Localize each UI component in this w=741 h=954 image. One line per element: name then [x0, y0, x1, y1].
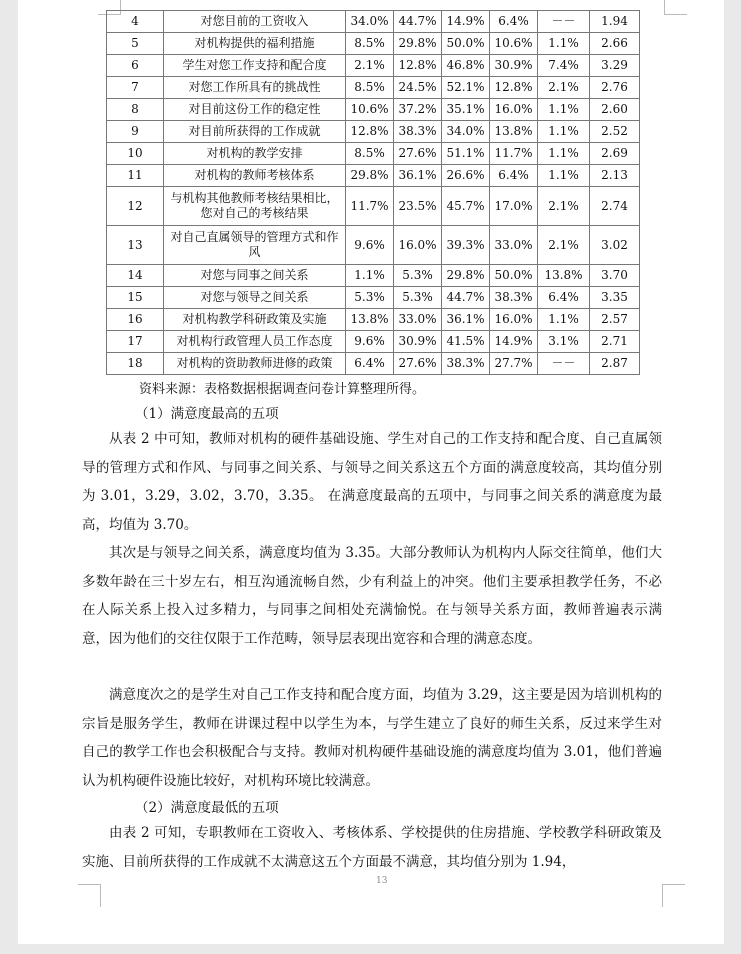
value-cell: 11.7% [490, 143, 538, 165]
value-cell: 6.4% [346, 353, 394, 375]
value-cell: 2.60 [590, 99, 640, 121]
value-cell: 50.0% [442, 33, 490, 55]
value-cell: 52.1% [442, 77, 490, 99]
item-cell: 对目前这份工作的稳定性 [164, 99, 346, 121]
row-index-cell: 16 [107, 309, 164, 331]
table-row [107, 331, 640, 353]
table-row [107, 33, 640, 55]
paragraph: 其次是与领导之间关系，满意度均值为 3.35。大部分教师认为机构内人际交往简单，他们大多数年龄在三十岁左右，相互沟通流畅自然，少有利益上的冲突。他们主要承担教学任务，不必在人际关系上投入过多精力，与同事之间相处充满愉悦。在与领导关系方面，教师普遍表示满意，因为他们的交往仅限于工作范畴，领导层表现出宽容和合理的满意态度。 [82, 545, 662, 647]
value-cell: 8.5% [346, 143, 394, 165]
value-cell: －－ [538, 353, 590, 375]
section-heading-lowest: （2）满意度最低的五项 [135, 800, 279, 816]
item-cell: 对您目前的工资收入 [164, 11, 346, 33]
page-number: 13 [376, 876, 388, 886]
row-index-cell: 4 [107, 11, 164, 33]
row-index-cell: 8 [107, 99, 164, 121]
row-index-cell: 13 [107, 226, 164, 265]
value-cell: 2.1% [538, 77, 590, 99]
value-cell: 33.0% [394, 309, 442, 331]
item-cell: 对机构的教学安排 [164, 143, 346, 165]
value-cell: 6.4% [490, 11, 538, 33]
value-cell: 5.3% [394, 265, 442, 287]
item-cell: 对自己直属领导的管理方式和作风 [164, 226, 346, 265]
value-cell: 3.70 [590, 265, 640, 287]
value-cell: 3.1% [538, 331, 590, 353]
value-cell: 23.5% [394, 187, 442, 226]
item-cell: 与机构其他教师考核结果相比，您对自己的考核结果 [164, 187, 346, 226]
value-cell: 2.71 [590, 331, 640, 353]
value-cell: 2.57 [590, 309, 640, 331]
value-cell: 3.02 [590, 226, 640, 265]
paragraph: 从表 2 中可知，教师对机构的硬件基础设施、学生对自己的工作支持和配合度、自己直属领导的管理方式和作风、与同事之间关系、与领导之间关系这五个方面的满意度较高，其均值分别为 3.01，3.29，3.02，3.70，3.35。 在满意度最高的五项中，与同事之间关系的满意度为最高，均值为 3.70。 [82, 431, 662, 533]
value-cell: 41.5% [442, 331, 490, 353]
table-row [107, 99, 640, 121]
value-cell: 5.3% [394, 287, 442, 309]
value-cell: 2.74 [590, 187, 640, 226]
value-cell: 2.87 [590, 353, 640, 375]
value-cell: 9.6% [346, 226, 394, 265]
item-cell: 对您与领导之间关系 [164, 287, 346, 309]
page-corner-mark [664, 0, 687, 15]
item-cell: 对机构的资助教师进修的政策 [164, 353, 346, 375]
table-row [107, 309, 640, 331]
value-cell: 6.4% [490, 165, 538, 187]
value-cell: 29.8% [394, 33, 442, 55]
value-cell: 1.94 [590, 11, 640, 33]
table-row [107, 165, 640, 187]
value-cell: 9.6% [346, 331, 394, 353]
value-cell: 30.9% [394, 331, 442, 353]
row-index-cell: 11 [107, 165, 164, 187]
value-cell: 12.8% [346, 121, 394, 143]
value-cell: 8.5% [346, 77, 394, 99]
value-cell: 16.0% [394, 226, 442, 265]
satisfaction-table [106, 10, 640, 375]
value-cell: 51.1% [442, 143, 490, 165]
value-cell: 39.3% [442, 226, 490, 265]
value-cell: 13.8% [490, 121, 538, 143]
value-cell: 7.4% [538, 55, 590, 77]
value-cell: 2.76 [590, 77, 640, 99]
value-cell: 30.9% [490, 55, 538, 77]
value-cell: 1.1% [538, 121, 590, 143]
row-index-cell: 5 [107, 33, 164, 55]
row-index-cell: 18 [107, 353, 164, 375]
value-cell: 35.1% [442, 99, 490, 121]
row-index-cell: 12 [107, 187, 164, 226]
page-corner-mark [662, 884, 685, 907]
table-row [107, 11, 640, 33]
value-cell: 1.1% [346, 265, 394, 287]
row-index-cell: 15 [107, 287, 164, 309]
table-row [107, 187, 640, 226]
value-cell: 27.6% [394, 353, 442, 375]
status-bar [0, 944, 741, 954]
value-cell: 14.9% [442, 11, 490, 33]
value-cell: 16.0% [490, 99, 538, 121]
table-row [107, 353, 640, 375]
page-corner-mark [78, 884, 101, 907]
value-cell: 33.0% [490, 226, 538, 265]
value-cell: 34.0% [346, 11, 394, 33]
row-index-cell: 9 [107, 121, 164, 143]
row-index-cell: 14 [107, 265, 164, 287]
value-cell: 34.0% [442, 121, 490, 143]
value-cell: 27.6% [394, 143, 442, 165]
value-cell: 26.6% [442, 165, 490, 187]
table-row [107, 265, 640, 287]
item-cell: 对机构教学科研政策及实施 [164, 309, 346, 331]
table-row [107, 287, 640, 309]
item-cell: 对您工作所具有的挑战性 [164, 77, 346, 99]
value-cell: 13.8% [538, 265, 590, 287]
paragraph: 由表 2 可知，专职教师在工资收入、考核体系、学校提供的住房措施、学校教学科研政策及实施、目前所获得的工作成就不太满意这五个方面最不满意，其均值分别为 1.94， [82, 825, 662, 870]
paragraph: 满意度次之的是学生对自己工作支持和配合度方面，均值为 3.29，这主要是因为培训机构的宗旨是服务学生，教师在讲课过程中以学生为本，与学生建立了良好的师生关系，反过来学生对自己的教学工作也会积极配合与支持。教师对机构硬件基础设施的满意度均值为 3.01，他们普遍认为机构硬件设施比较好，对机构环境比较满意。 [82, 687, 662, 789]
section-heading-highest: （1）满意度最高的五项 [135, 406, 279, 422]
value-cell: 37.2% [394, 99, 442, 121]
table-row [107, 55, 640, 77]
value-cell: 2.1% [538, 187, 590, 226]
row-index-cell: 7 [107, 77, 164, 99]
value-cell: 3.35 [590, 287, 640, 309]
value-cell: 38.3% [442, 353, 490, 375]
value-cell: 46.8% [442, 55, 490, 77]
row-index-cell: 10 [107, 143, 164, 165]
value-cell: 1.1% [538, 33, 590, 55]
value-cell: 44.7% [442, 287, 490, 309]
value-cell: 2.13 [590, 165, 640, 187]
item-cell: 对目前所获得的工作成就 [164, 121, 346, 143]
value-cell: 29.8% [346, 165, 394, 187]
value-cell: 13.8% [346, 309, 394, 331]
value-cell: 36.1% [394, 165, 442, 187]
table-source-note: 资料来源：表格数据根据调查问卷计算整理所得。 [139, 382, 426, 397]
item-cell: 学生对您工作支持和配合度 [164, 55, 346, 77]
value-cell: 8.5% [346, 33, 394, 55]
value-cell: 36.1% [442, 309, 490, 331]
value-cell: 1.1% [538, 99, 590, 121]
value-cell: 11.7% [346, 187, 394, 226]
value-cell: 24.5% [394, 77, 442, 99]
item-cell: 对机构行政管理人员工作态度 [164, 331, 346, 353]
item-cell: 对机构提供的福利措施 [164, 33, 346, 55]
table-row [107, 77, 640, 99]
value-cell: 50.0% [490, 265, 538, 287]
value-cell: 1.1% [538, 309, 590, 331]
table-row [107, 143, 640, 165]
value-cell: 2.66 [590, 33, 640, 55]
value-cell: 29.8% [442, 265, 490, 287]
item-cell: 对您与同事之间关系 [164, 265, 346, 287]
value-cell: 3.29 [590, 55, 640, 77]
table-row [107, 121, 640, 143]
item-cell: 对机构的教师考核体系 [164, 165, 346, 187]
value-cell: 38.3% [394, 121, 442, 143]
value-cell: 10.6% [490, 33, 538, 55]
row-index-cell: 17 [107, 331, 164, 353]
value-cell: 12.8% [394, 55, 442, 77]
value-cell: 1.1% [538, 143, 590, 165]
value-cell: 2.69 [590, 143, 640, 165]
value-cell: 2.1% [346, 55, 394, 77]
value-cell: 12.8% [490, 77, 538, 99]
value-cell: 27.7% [490, 353, 538, 375]
value-cell: 17.0% [490, 187, 538, 226]
value-cell: 45.7% [442, 187, 490, 226]
value-cell: －－ [538, 11, 590, 33]
value-cell: 6.4% [538, 287, 590, 309]
value-cell: 5.3% [346, 287, 394, 309]
row-index-cell: 6 [107, 55, 164, 77]
value-cell: 2.52 [590, 121, 640, 143]
value-cell: 10.6% [346, 99, 394, 121]
value-cell: 14.9% [490, 331, 538, 353]
value-cell: 44.7% [394, 11, 442, 33]
value-cell: 2.1% [538, 226, 590, 265]
value-cell: 1.1% [538, 165, 590, 187]
table-row [107, 226, 640, 265]
value-cell: 16.0% [490, 309, 538, 331]
value-cell: 38.3% [490, 287, 538, 309]
